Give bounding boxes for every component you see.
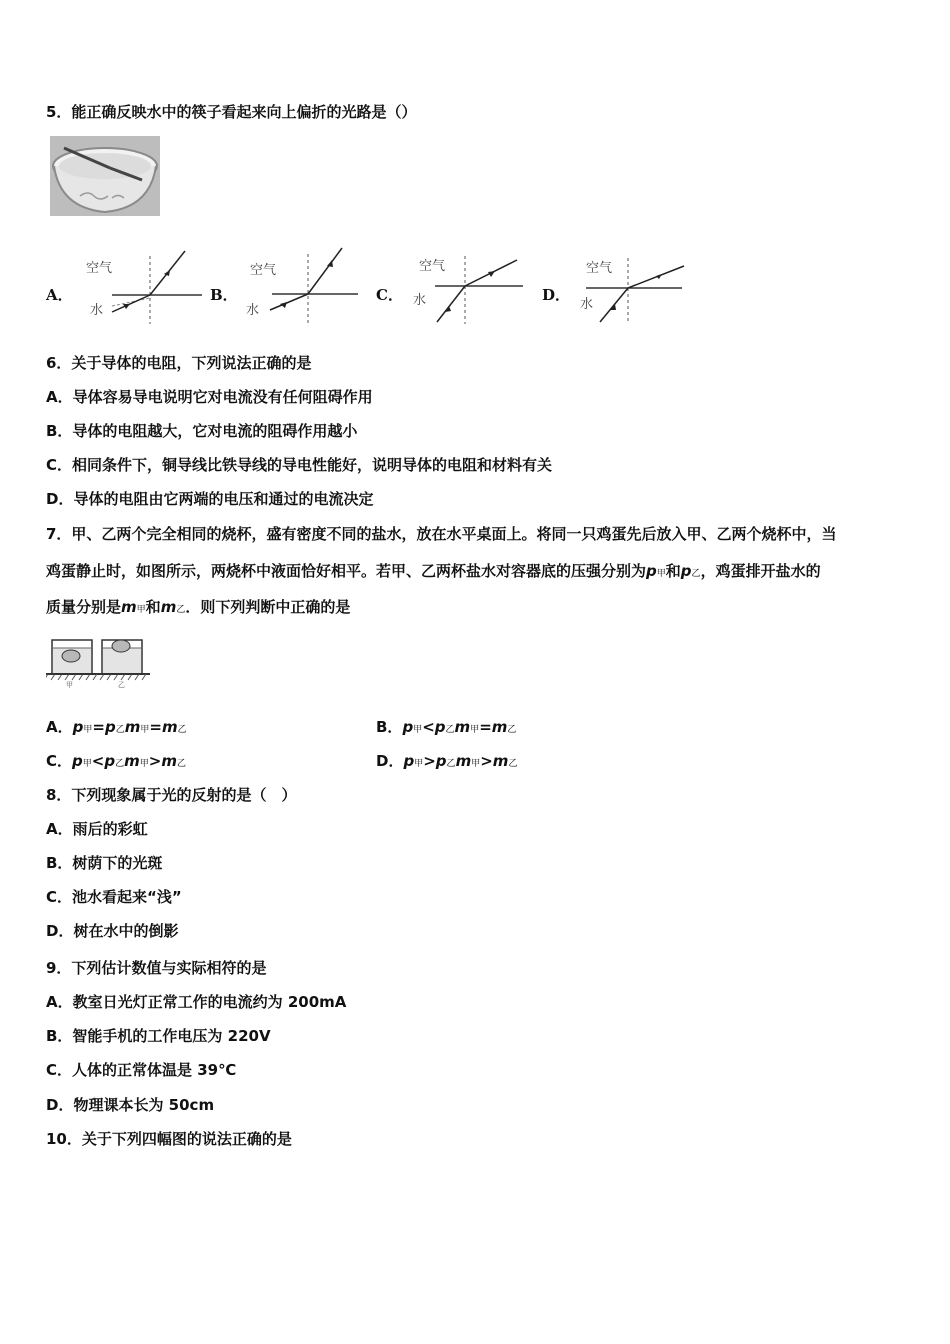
q7-stem-line3: 质量分别是m甲和m乙．则下列判断中正确的是 [46,598,351,616]
q8-option-a: A．雨后的彩虹 [46,820,148,838]
q7-stem-line1: 7．甲、乙两个完全相同的烧杯，盛有密度不同的盐水，放在水平桌面上。将同一只鸡蛋先后放入甲、乙两个烧杯中，当 [46,525,837,543]
svg-text:水: 水 [246,303,260,318]
q7-option-a: A．p甲=p乙m甲=m乙 [46,718,187,736]
q6-option-a: A．导体容易导电说明它对电流没有任何阻碍作用 [46,388,373,406]
q5-option-b-label: B． [210,286,238,304]
q5-diagram-a [82,248,207,326]
q8-option-d: D．树在水中的倒影 [46,922,179,940]
svg-text:空气: 空气 [250,263,277,278]
q5-option-d-label: D． [542,286,571,304]
svg-text:甲: 甲 [66,681,73,688]
q6-option-d: D．导体的电阻由它两端的电压和通过的电流决定 [46,490,374,508]
q5-diagram-c [405,252,530,326]
q9-option-d: D．物理课本长为 50cm [46,1096,215,1114]
svg-text:空气: 空气 [586,261,613,276]
q5-stem: 5．能正确反映水中的筷子看起来向上偏折的光路是（） [46,103,417,121]
q5-diagram-b [240,244,365,326]
bowl-chopstick-photo [50,136,160,216]
svg-text:空气: 空气 [86,261,113,276]
q7-option-b: B．p甲<p乙m甲=m乙 [376,718,517,736]
q7-stem-line2: 鸡蛋静止时，如图所示，两烧杯中液面恰好相平。若甲、乙两杯盐水对容器底的压强分别为p甲和p乙，鸡蛋排开盐水的 [46,562,821,580]
svg-text:空气: 空气 [419,259,446,274]
q9-option-c: C．人体的正常体温是 39℃ [46,1061,237,1079]
q9-stem: 9．下列估计数值与实际相符的是 [46,959,267,977]
svg-text:水: 水 [90,303,104,318]
q5-option-a-label: A． [46,286,73,304]
q6-option-c: C．相同条件下，铜导线比铁导线的导电性能好，说明导体的电阻和材料有关 [46,456,553,474]
q9-option-b: B．智能手机的工作电压为 220V [46,1027,271,1045]
q6-stem: 6．关于导体的电阻，下列说法正确的是 [46,354,312,372]
q7-option-d: D．p甲>p乙m甲>m乙 [376,752,518,770]
q7-option-c: C．p甲<p乙m甲>m乙 [46,752,187,770]
q5-option-c-label: C． [376,286,403,304]
svg-text:乙: 乙 [118,681,125,688]
q6-option-b: B．导体的电阻越大，它对电流的阻碍作用越小 [46,422,358,440]
q5-diagram-d [572,252,697,326]
q10-stem: 10．关于下列四幅图的说法正确的是 [46,1130,292,1148]
q9-option-a: A．教室日光灯正常工作的电流约为 200mA [46,993,347,1011]
q8-option-c: C．池水看起来“浅” [46,888,182,906]
q7-beakers-figure [46,630,154,688]
q8-option-b: B．树荫下的光斑 [46,854,163,872]
svg-text:水: 水 [580,297,594,312]
svg-text:水: 水 [413,293,427,308]
q8-stem: 8．下列现象属于光的反射的是（ ） [46,786,297,804]
